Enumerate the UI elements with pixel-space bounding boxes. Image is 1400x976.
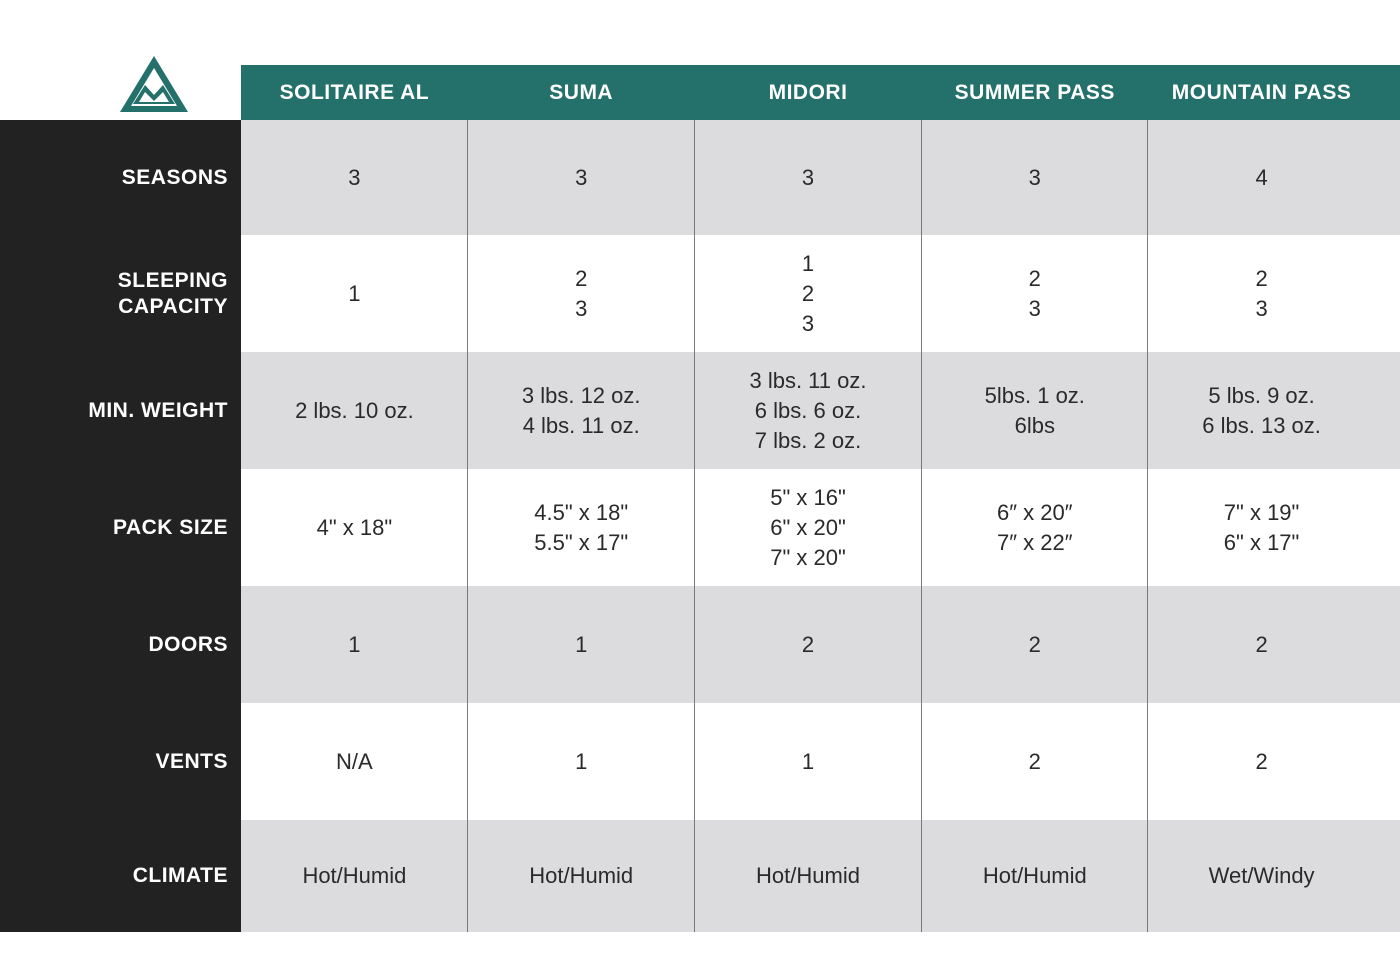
cell-value: N/A	[336, 748, 373, 774]
cell-value: 4" x 18"	[316, 514, 393, 540]
cell-value: 3 lbs. 11 oz.	[749, 367, 867, 393]
comparison-table	[241, 120, 1400, 932]
cell-value: 3	[801, 310, 815, 336]
table-cell	[241, 703, 468, 820]
cell-value: 3	[1255, 295, 1268, 321]
table-cell	[695, 352, 922, 469]
cell-value: 7" x 19"	[1223, 499, 1300, 525]
row-label-min-weight: MIN. WEIGHT	[88, 398, 228, 422]
cell-value: 5.5" x 17"	[534, 529, 629, 555]
row-label-pack-size: PACK SIZE	[113, 515, 228, 539]
table-cell	[241, 469, 468, 586]
column-header-bar	[241, 65, 1400, 120]
cell-value: 3	[1028, 164, 1041, 190]
cell-value: 2	[1028, 631, 1041, 657]
mountain-logo-icon	[118, 54, 190, 114]
table-cell	[921, 352, 1148, 469]
cell-value: Hot/Humid	[982, 863, 1087, 888]
table-row-doors	[241, 586, 1400, 703]
column-divider	[921, 120, 922, 932]
cell-value: 6 lbs. 6 oz.	[754, 397, 862, 423]
table-cell	[468, 469, 695, 586]
table-cell	[921, 820, 1148, 932]
cell-value: 2	[1255, 631, 1268, 657]
column-header-suma: SUMA	[549, 80, 614, 104]
table-row-sleeping-capacity	[241, 235, 1400, 352]
cell-value: 1	[801, 250, 815, 276]
cell-value: 3	[575, 164, 588, 190]
column-header-summer-pass: SUMMER PASS	[954, 80, 1115, 104]
table-cell	[468, 120, 695, 235]
cell-value: 1	[348, 631, 361, 657]
row-label-doors: DOORS	[148, 632, 228, 656]
cell-value: 7″ x 22″	[997, 529, 1073, 555]
table-cell	[921, 586, 1148, 703]
cell-value: 3	[348, 164, 361, 190]
row-label-seasons: SEASONS	[121, 165, 228, 189]
cell-value: 7" x 20"	[770, 544, 846, 570]
cell-value: 6″ x 20″	[997, 499, 1073, 525]
cell-value: 1	[348, 280, 361, 306]
table-cell	[241, 352, 468, 469]
row-label-climate: CLIMATE	[132, 864, 228, 887]
cell-value: 3	[801, 164, 815, 190]
table-cell	[241, 820, 468, 932]
cell-value: 1	[575, 748, 588, 774]
cell-value: 2	[575, 265, 588, 291]
cell-value: 5" x 16"	[770, 484, 846, 510]
cell-value: Wet/Windy	[1208, 863, 1315, 888]
cell-value: 1	[801, 748, 815, 774]
table-cell	[921, 120, 1148, 235]
table-cell	[1148, 820, 1375, 932]
cell-value: 6 lbs. 13 oz.	[1202, 412, 1321, 438]
cell-value: 4.5" x 18"	[534, 499, 629, 525]
table-cell	[241, 235, 468, 352]
table-cell	[695, 469, 922, 586]
column-header-mountain-pass: MOUNTAIN PASS	[1171, 80, 1352, 104]
table-cell	[921, 703, 1148, 820]
cell-value: Hot/Humid	[529, 863, 634, 888]
cell-value: 2	[1028, 748, 1041, 774]
table-cell	[921, 469, 1148, 586]
table-cell	[1148, 235, 1375, 352]
table-cell	[1148, 586, 1375, 703]
cell-value: 7 lbs. 2 oz.	[754, 427, 862, 453]
table-cell	[1148, 703, 1375, 820]
table-row-min-weight	[241, 352, 1400, 469]
table-cell	[695, 120, 922, 235]
table-cell	[468, 586, 695, 703]
table-cell	[468, 703, 695, 820]
cell-value: 2	[1028, 265, 1041, 291]
cell-value: 1	[575, 631, 588, 657]
cell-value: 5lbs. 1 oz.	[984, 382, 1085, 408]
table-cell	[921, 235, 1148, 352]
cell-value: 2	[801, 631, 815, 657]
table-cell	[1148, 120, 1375, 235]
table-cell	[695, 235, 922, 352]
table-row-climate	[241, 820, 1400, 932]
cell-value: 3	[1028, 295, 1041, 321]
cell-value: 3 lbs. 12 oz.	[521, 382, 641, 408]
cell-value: 3	[575, 295, 588, 321]
table-cell	[1148, 352, 1375, 469]
table-cell	[468, 235, 695, 352]
cell-value: Hot/Humid	[756, 863, 860, 888]
cell-value: 5 lbs. 9 oz.	[1208, 382, 1315, 408]
row-label-sleeping-capacity: SLEEPING CAPACITY	[117, 268, 228, 318]
table-cell	[468, 820, 695, 932]
table-row-vents	[241, 703, 1400, 820]
column-header-midori: MIDORI	[768, 80, 848, 104]
cell-value: Hot/Humid	[302, 863, 407, 888]
cell-value: 2	[1255, 265, 1268, 291]
table-cell	[695, 703, 922, 820]
cell-value: 2	[801, 280, 815, 306]
table-cell	[241, 586, 468, 703]
column-divider	[1147, 120, 1148, 932]
column-header-solitaire-al: SOLITAIRE AL	[279, 80, 430, 104]
table-cell	[695, 820, 922, 932]
table-cell	[241, 120, 468, 235]
cell-value: 2 lbs. 10 oz.	[295, 397, 414, 423]
cell-value: 6" x 20"	[770, 514, 846, 540]
cell-value: 2	[1255, 748, 1268, 774]
cell-value: 4 lbs. 11 oz.	[522, 412, 640, 438]
row-label-column	[0, 120, 241, 932]
table-cell	[1148, 469, 1375, 586]
cell-value: 4	[1255, 164, 1268, 190]
column-divider	[467, 120, 468, 932]
row-label-vents: VENTS	[155, 749, 228, 773]
table-row-seasons	[241, 120, 1400, 235]
table-cell	[695, 586, 922, 703]
table-row-pack-size	[241, 469, 1400, 586]
column-divider	[694, 120, 695, 932]
table-cell	[468, 352, 695, 469]
cell-value: 6lbs	[1014, 412, 1055, 438]
cell-value: 6" x 17"	[1223, 529, 1300, 555]
